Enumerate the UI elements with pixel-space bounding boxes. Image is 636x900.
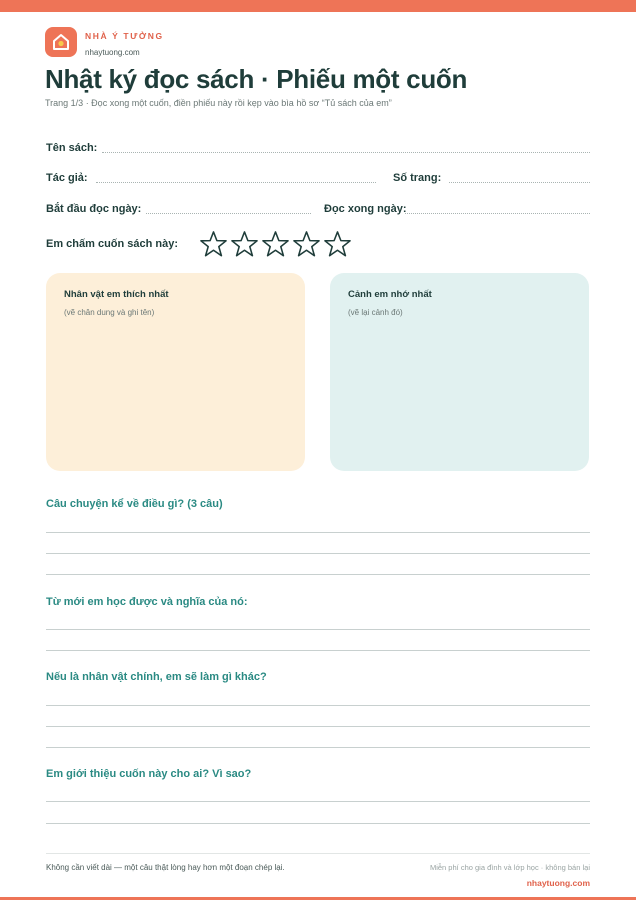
footer-note: Không cần viết dài — một câu thật lòng hay hơn một đoạn chép lại.	[46, 863, 285, 872]
rating-label: Em chấm cuốn sách này:	[46, 238, 179, 250]
writing-line[interactable]	[46, 553, 590, 554]
author-field[interactable]	[96, 182, 376, 183]
end-date-field[interactable]	[405, 213, 590, 214]
footer-divider	[46, 853, 590, 854]
brand-name: NHÀ Ý TƯỞNG	[85, 31, 164, 41]
writing-line[interactable]	[46, 705, 590, 706]
writing-line[interactable]	[46, 801, 590, 802]
star-icon[interactable]	[261, 230, 290, 258]
page-title: Nhật ký đọc sách · Phiếu một cuốn	[45, 64, 468, 94]
brand-logo	[45, 27, 77, 57]
question-new-words: Từ mới em học được và nghĩa của nó:	[46, 596, 248, 608]
end-date-label: Đọc xong ngày:	[324, 203, 407, 215]
footer-license: Miễn phí cho gia đình và lớp học · không bán lại	[429, 863, 590, 872]
writing-line[interactable]	[46, 629, 590, 630]
writing-line[interactable]	[46, 574, 590, 575]
pages-label: Số trang:	[393, 172, 442, 184]
memorable-scene-card[interactable]	[330, 273, 589, 471]
book-title-label: Tên sách:	[46, 142, 98, 154]
page-subtitle: Trang 1/3 · Đọc xong một cuốn, điền phiếu này rồi kẹp vào bìa hồ sơ “Tủ sách của em”	[45, 98, 392, 108]
star-icon[interactable]	[323, 230, 352, 258]
favorite-character-hint: (vẽ chân dung và ghi tên)	[64, 308, 155, 317]
question-recommend: Em giới thiệu cuốn này cho ai? Vì sao?	[46, 768, 252, 780]
author-label: Tác giả:	[46, 172, 88, 184]
top-accent-bar	[0, 0, 636, 12]
memorable-scene-hint: (vẽ lại cảnh đó)	[348, 308, 403, 317]
writing-line[interactable]	[46, 532, 590, 533]
pages-field[interactable]	[449, 182, 590, 183]
star-icon[interactable]	[230, 230, 259, 258]
brand-url: nhaytuong.com	[85, 48, 140, 57]
writing-line[interactable]	[46, 650, 590, 651]
footer-url[interactable]: nhaytuong.com	[526, 878, 590, 888]
writing-line[interactable]	[46, 823, 590, 824]
book-title-field[interactable]	[102, 152, 590, 153]
writing-line[interactable]	[46, 726, 590, 727]
writing-line[interactable]	[46, 747, 590, 748]
memorable-scene-title: Cảnh em nhớ nhất	[348, 289, 432, 300]
favorite-character-card[interactable]	[46, 273, 305, 471]
question-summary: Câu chuyện kể về điều gì? (3 câu)	[46, 498, 223, 510]
start-date-label: Bắt đầu đọc ngày:	[46, 203, 142, 215]
star-icon[interactable]	[292, 230, 321, 258]
favorite-character-title: Nhân vật em thích nhất	[64, 289, 169, 300]
house-icon	[51, 32, 71, 52]
star-rating[interactable]	[199, 230, 352, 258]
question-main-character: Nếu là nhân vật chính, em sẽ làm gì khác?	[46, 671, 267, 683]
start-date-field[interactable]	[146, 213, 311, 214]
star-icon[interactable]	[199, 230, 228, 258]
